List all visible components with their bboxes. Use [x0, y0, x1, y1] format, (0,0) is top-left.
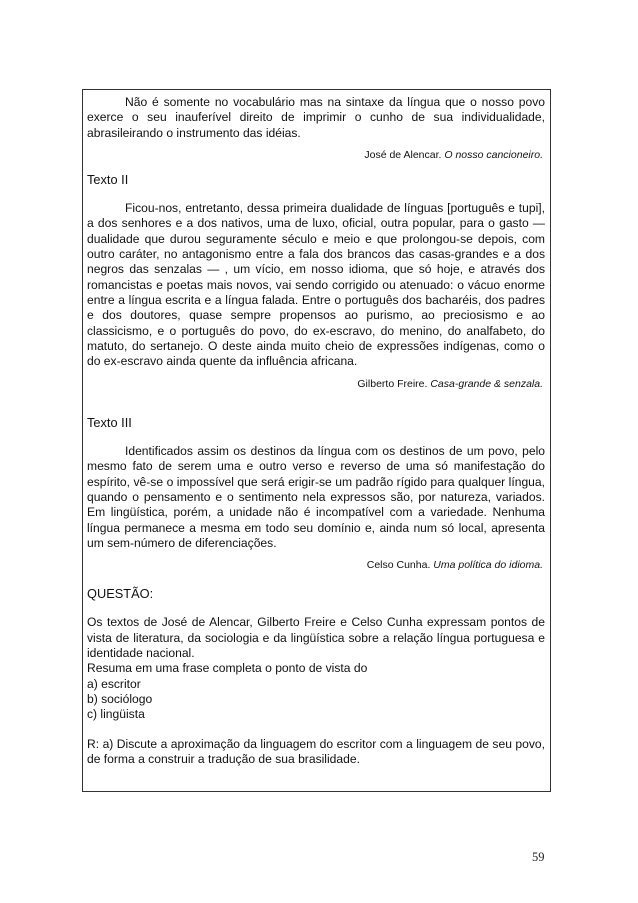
questao-instruction: Resuma em uma frase completa o ponto de vista do	[87, 661, 368, 676]
texto1-citation	[87, 148, 543, 162]
texto3-paragraph: Identificados assim os destinos da língua com os destinos de um povo, pelo mesmo fato de serem uma e outro verso e reverso de uma só manifestação do espírito, vê-se o impossível que será erigir-se um padrão rígido para qualquer língua, quando o pensamento e o sentimento nela expressos são, por natureza, variados. Em lingüística, porém, a unidade não é incompatível com a variedade. Nenhuma língua permanece a mesma em todo seu domínio e, ainda num só local, apresenta um sem-número de diferenciações.	[87, 443, 545, 550]
texto3-citation-author: Celso Cunha.	[366, 559, 431, 572]
texto1-paragraph: Não é somente no vocabulário mas na sintaxe da língua que o nosso povo exerce o seu inauferível direito de imprimir o cunho de sua individualidade, abrasileirando o instrumento das idéias.	[87, 95, 545, 140]
texto1-citation-work: O nosso cancioneiro.	[444, 149, 543, 162]
page-number: 59	[532, 850, 545, 864]
content-frame	[82, 89, 551, 792]
texto2-citation-author: Gilberto Freire.	[357, 377, 428, 390]
texto2-citation-work: Casa-grande & senzala.	[430, 377, 543, 390]
texto1-citation-author: José de Alencar.	[364, 149, 442, 162]
questao-item-b: b) sociólogo	[87, 691, 153, 706]
texto3-citation	[87, 558, 543, 572]
questao-item-a: a) escritor	[87, 676, 141, 691]
questao-paragraph: Os textos de José de Alencar, Gilberto Freire e Celso Cunha expressam pontos de vista de literatura, da sociologia e da lingüística sobre a relação língua portuguesa e identidade nacional.	[87, 615, 545, 660]
texto3-citation-work: Uma política do idioma.	[433, 559, 543, 572]
questao-heading: QUESTÃO:	[87, 586, 154, 602]
texto3-heading: Texto III	[87, 414, 132, 430]
texto2-heading: Texto II	[87, 172, 129, 188]
texto2-paragraph: Ficou-nos, entretanto, dessa primeira dualidade de línguas [português e tupi], a dos senhores e a dos nativos, uma de luxo, oficial, outra popular, para o gasto — dualidade que durou seguramente século e meio e que prolongou-se depois, com outro caráter, no antagonismo entre a fala dos brancos das casas-grandes e a dos negros das senzalas — , um vício, em nosso idioma, que só hoje, e através dos romancistas e poetas mais novos, vai sendo corrigido ou atenuado: o vácuo enorme entre a língua escrita e a língua falada. Entre o português dos bacharéis, dos padres e dos doutores, quase sempre propensos ao purismo, ao preciosismo e ao classicismo, e o português do povo, do ex-escravo, do menino, do analfabeto, do matuto, do sertanejo. O deste ainda muito cheio de expressões indígenas, como o do ex-escravo ainda quente da influência africana.	[87, 201, 545, 369]
questao-item-c: c) lingüista	[87, 707, 145, 722]
texto2-citation	[87, 377, 543, 391]
questao-answer: R: a) Discute a aproximação da linguagem do escritor com a linguagem de seu povo, de forma a construir a tradução de sua brasilidade.	[87, 736, 545, 766]
